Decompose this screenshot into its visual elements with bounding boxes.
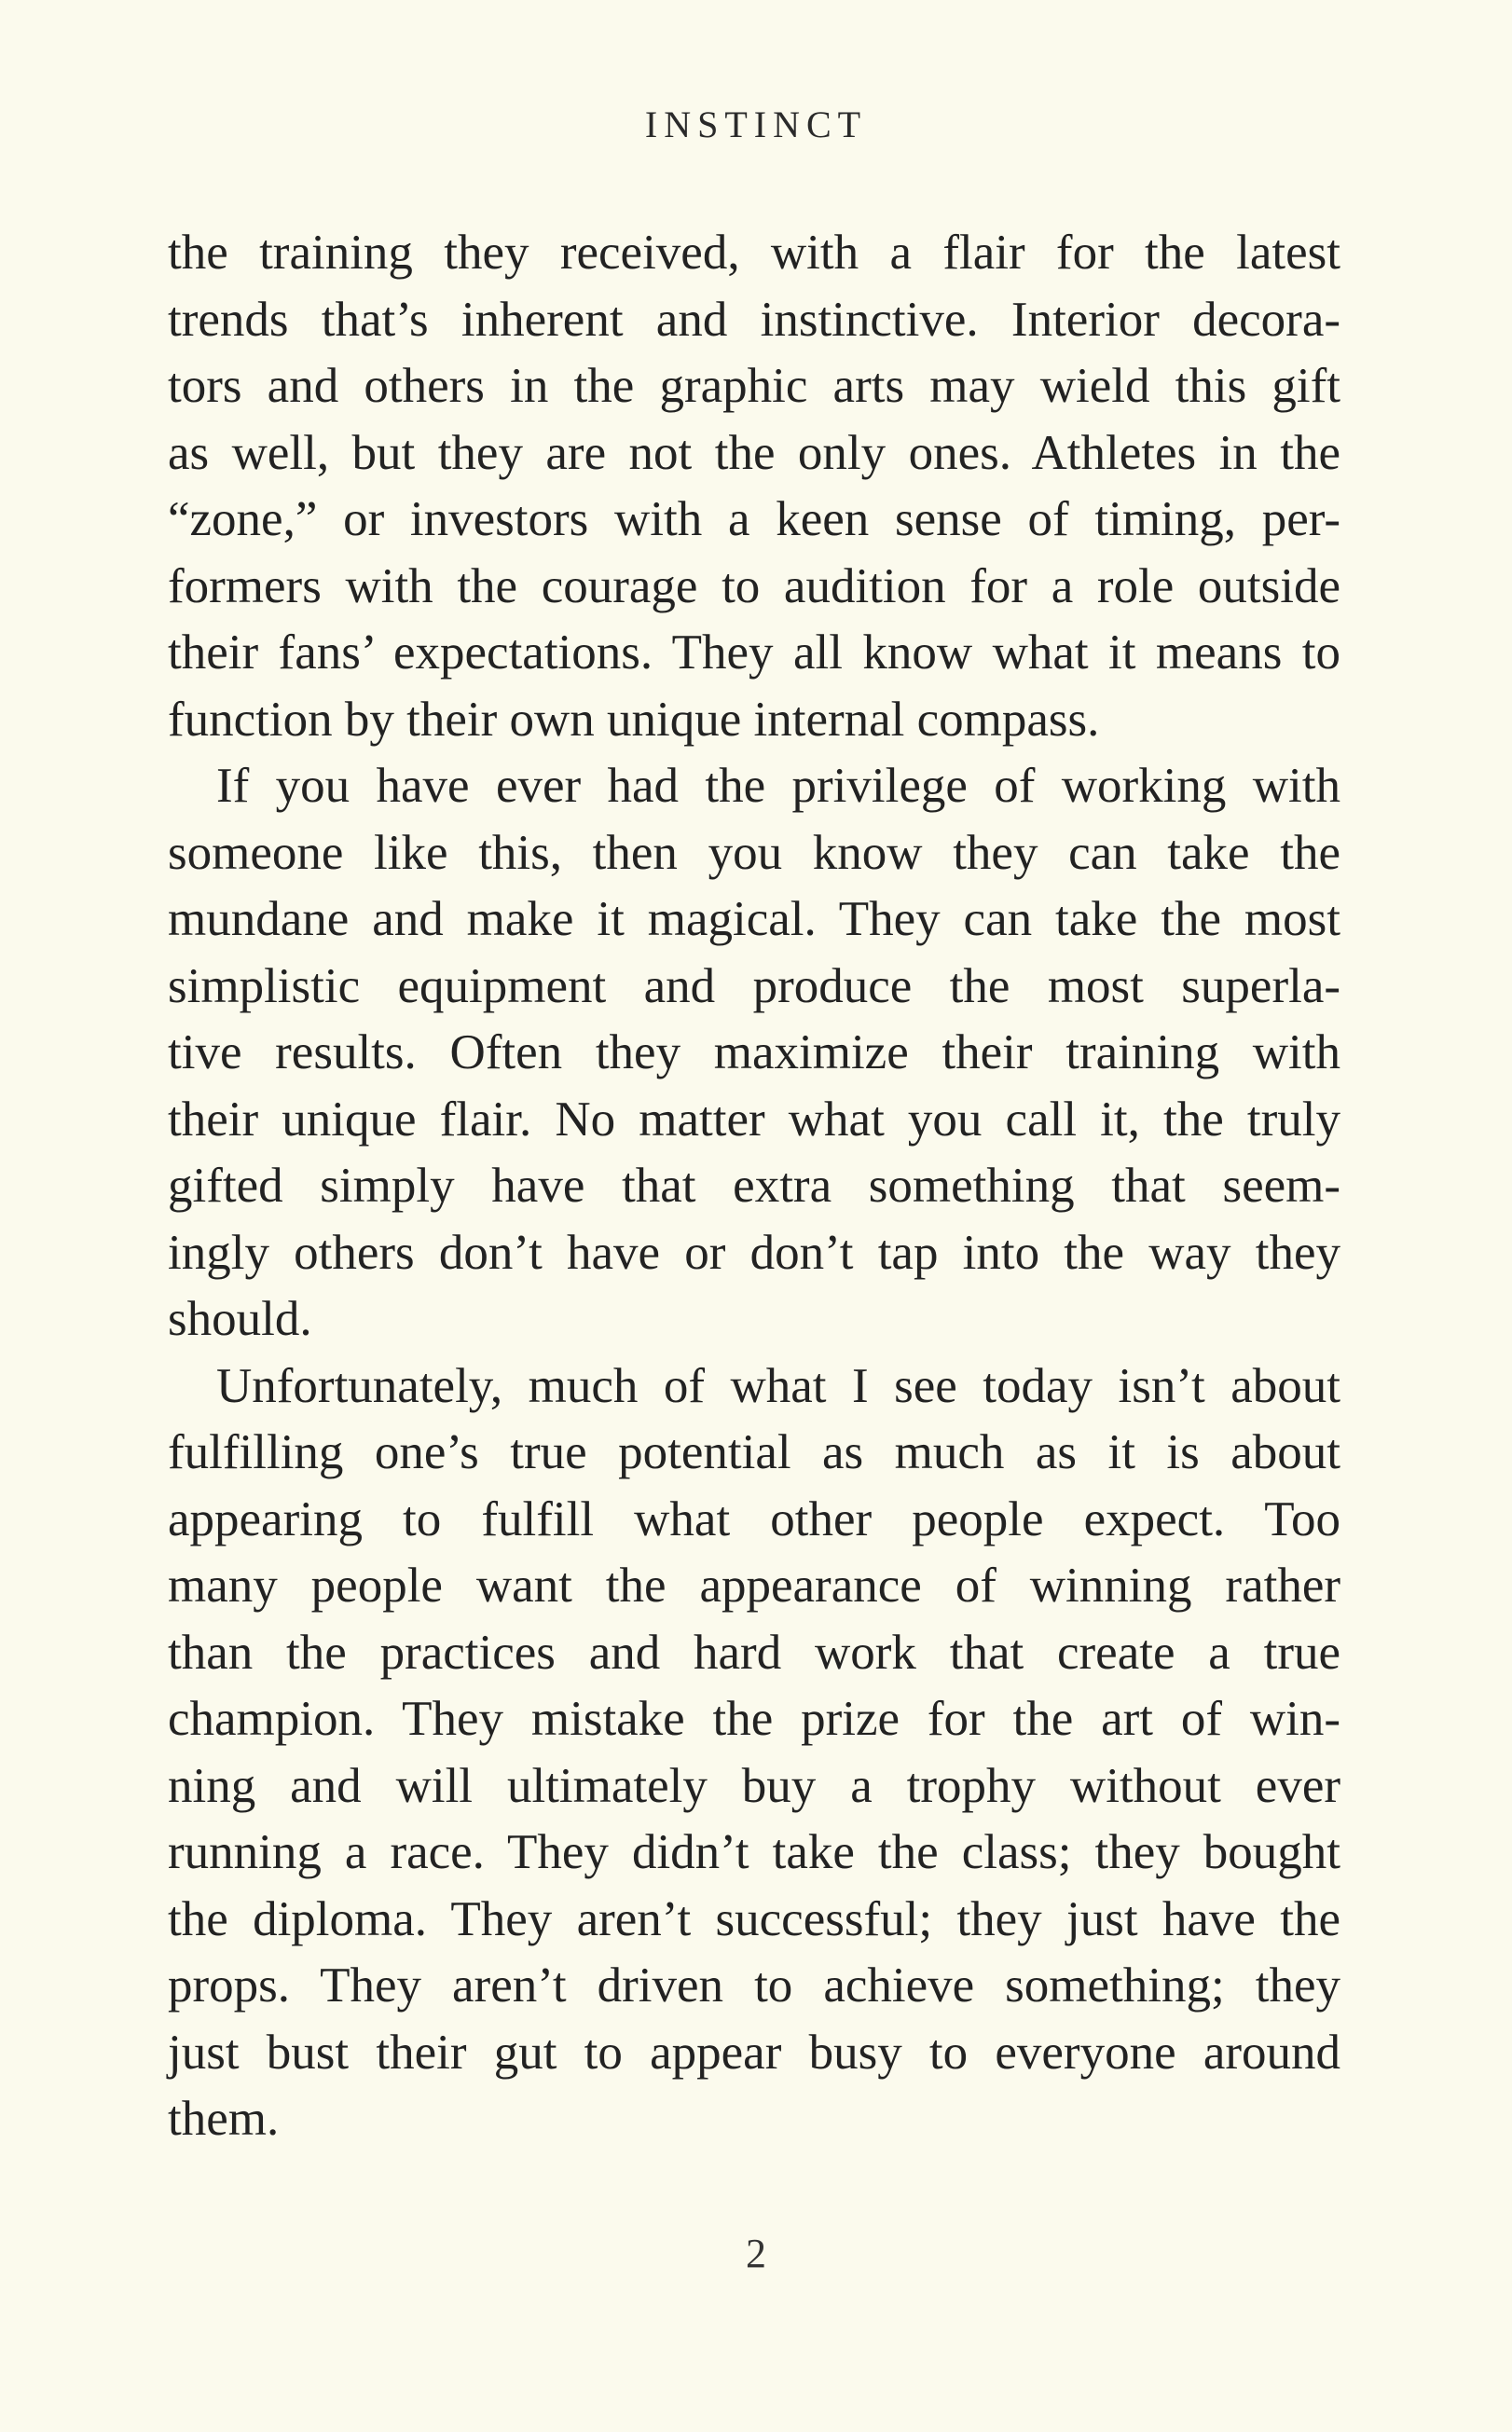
running-head: INSTINCT: [644, 103, 868, 145]
text-line: than the practices and hard work that create a true: [168, 1625, 1340, 1680]
text-line: their unique flair. No matter what you call it, the truly: [168, 1092, 1340, 1147]
text-line: them.: [168, 2092, 280, 2146]
text-line: running a race. They didn’t take the class; they bought: [168, 1825, 1340, 1879]
text-line: mundane and make it magical. They can take the most: [168, 892, 1340, 946]
text-line: ning and will ultimately buy a trophy without ever: [168, 1758, 1340, 1813]
paragraph: [168, 1353, 1340, 2153]
text-line: tors and others in the graphic arts may wield this gift: [168, 359, 1340, 413]
text-line: If you have ever had the privilege of working with: [216, 759, 1340, 813]
text-line: the diploma. They aren’t successful; they just have the: [168, 1891, 1340, 1946]
text-line: appearing to fulfill what other people expect. Too: [168, 1491, 1340, 1546]
text-line: function by their own unique internal compass.: [168, 692, 1100, 747]
text-line: many people want the appearance of winning rather: [168, 1559, 1340, 1613]
body-text: [168, 220, 1340, 2153]
text-line: trends that’s inherent and instinctive. Interior decora-: [168, 292, 1340, 347]
text-line: “zone,” or investors with a keen sense of timing, per-: [168, 492, 1340, 546]
text-line: the training they received, with a flair for the latest: [168, 226, 1340, 280]
text-line: tive results. Often they maximize their training with: [168, 1025, 1340, 1079]
text-line: gifted simply have that extra something that seem-: [168, 1159, 1340, 1213]
text-line: as well, but they are not the only ones. Athletes in the: [168, 425, 1340, 480]
text-line: ingly others don’t have or don’t tap into the way they: [168, 1225, 1340, 1280]
text-line: Unfortunately, much of what I see today isn’t about: [216, 1358, 1340, 1413]
paragraph: [168, 753, 1340, 1353]
text-line: props. They aren’t driven to achieve something; they: [168, 1958, 1340, 2013]
text-line: formers with the courage to audition for a role outside: [168, 558, 1340, 613]
text-line: champion. They mistake the prize for the art of win-: [168, 1692, 1340, 1746]
text-line: someone like this, then you know they can take the: [168, 825, 1340, 880]
paragraph: [168, 220, 1340, 753]
text-line: fulfilling one’s true potential as much as it is about: [168, 1425, 1340, 1479]
text-line: should.: [168, 1292, 312, 1346]
text-line: simplistic equipment and produce the most superla-: [168, 958, 1340, 1013]
text-line: just bust their gut to appear busy to everyone around: [168, 2025, 1340, 2080]
page-number: 2: [746, 2231, 766, 2276]
text-line: their fans’ expectations. They all know what it means to: [168, 625, 1340, 680]
